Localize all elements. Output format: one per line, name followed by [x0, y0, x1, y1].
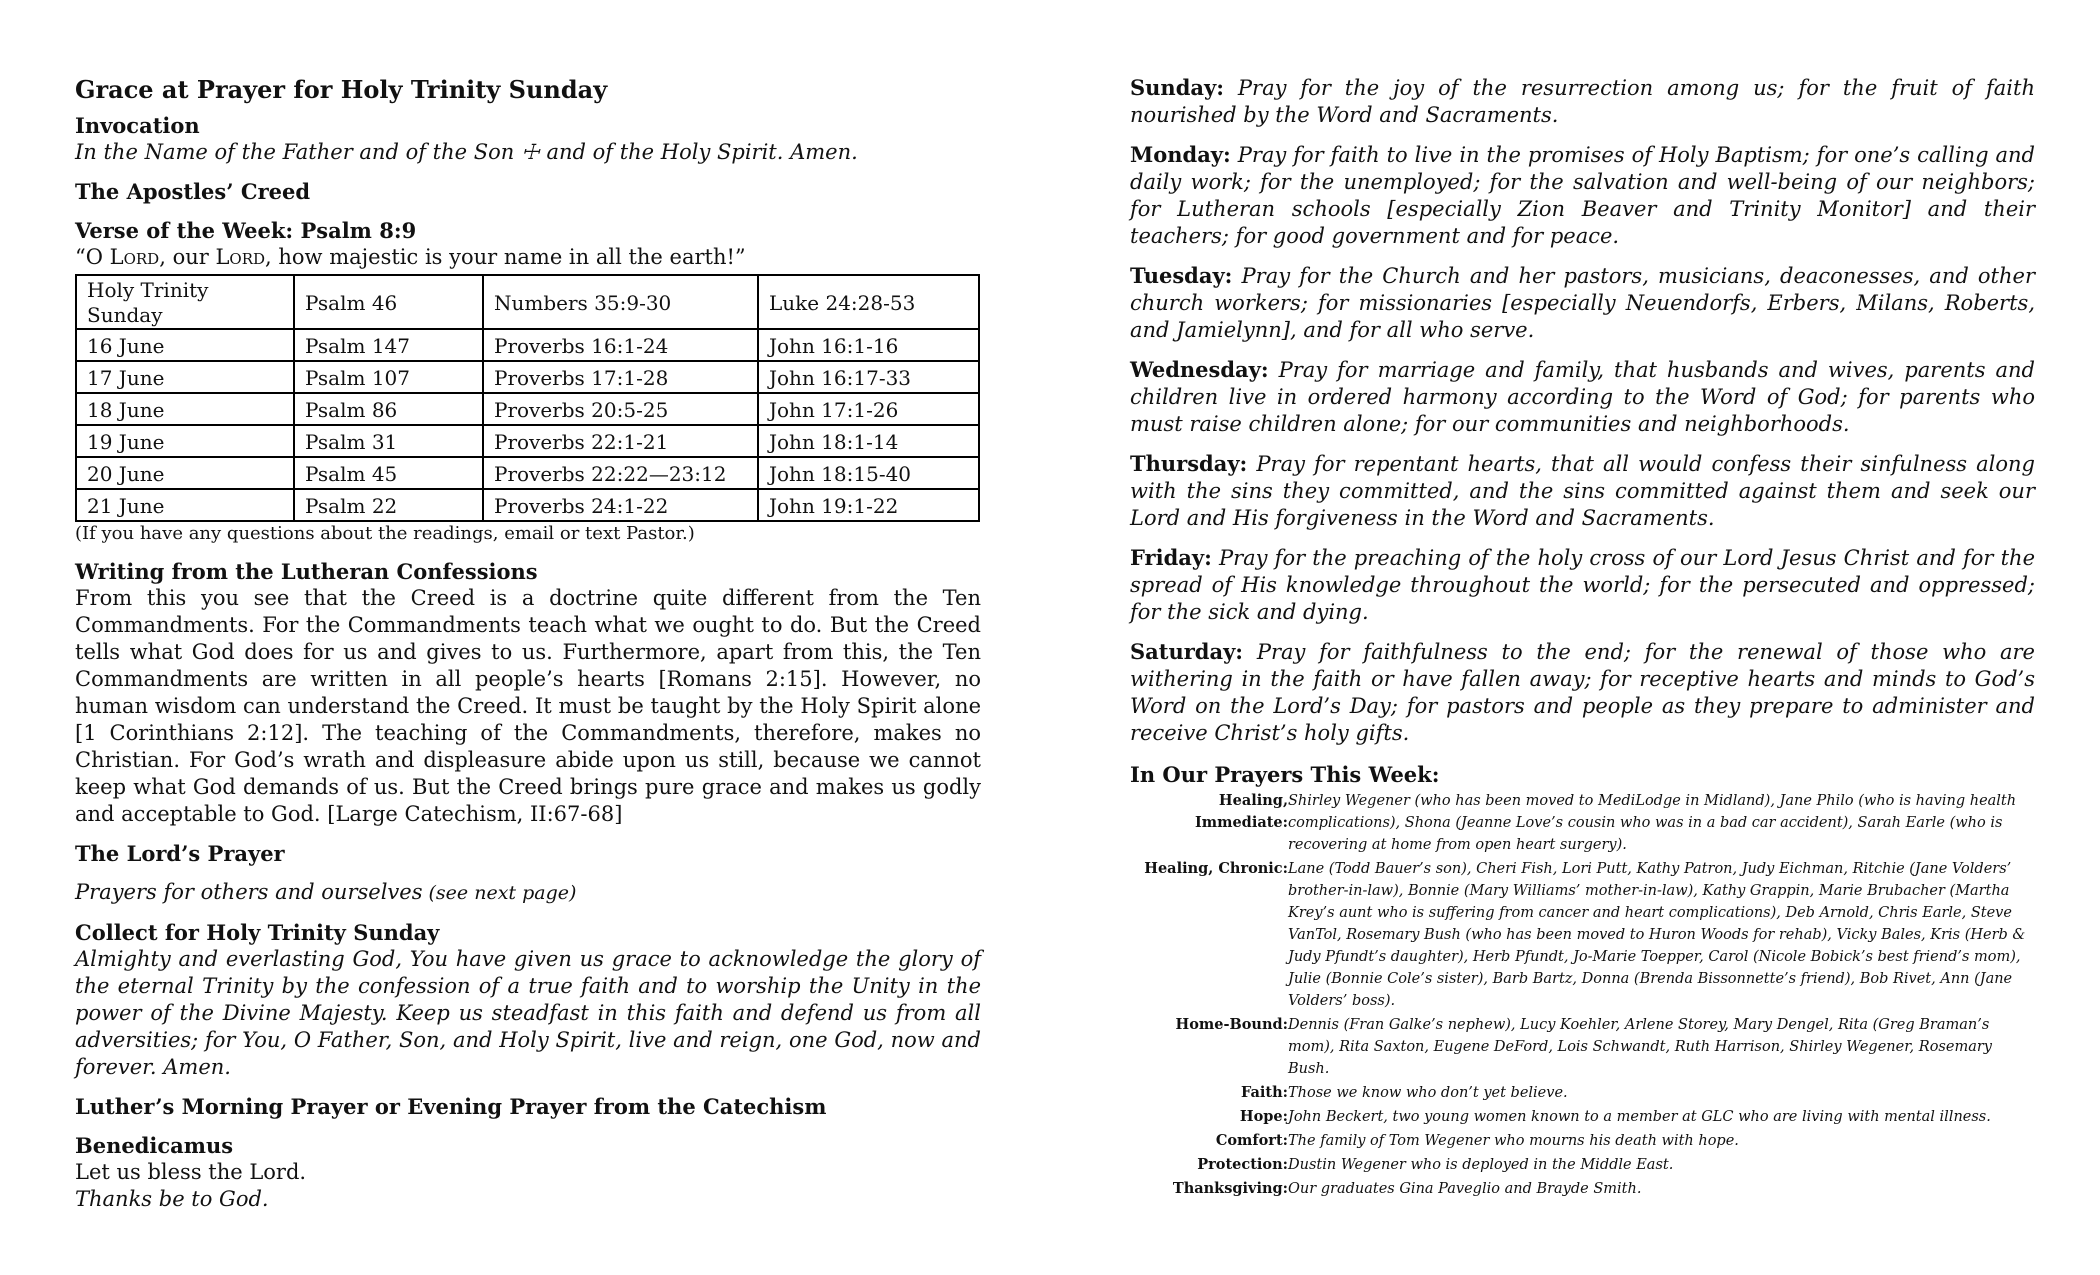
invocation-section — [75, 112, 981, 166]
benedicamus-line-1: Let us bless the Lord. — [75, 1160, 307, 1184]
table-row — [76, 457, 979, 489]
confessions-section — [75, 558, 981, 828]
reading-psalm-cell: Psalm 46 — [294, 275, 483, 329]
reading-gospel-cell: John 17:1-26 — [758, 393, 979, 425]
reading-day-cell: 20 June — [76, 457, 294, 489]
day-label: Monday: — [1130, 142, 1231, 167]
prayer-names: John Beckert, two young women known to a member at GLC who are living with mental illness. — [1288, 1109, 1991, 1125]
reading-ot-cell: Proverbs 16:1-24 — [483, 329, 758, 361]
creed-heading: The Apostles’ Creed — [75, 179, 311, 204]
verse-lord-2: Lord — [215, 245, 266, 269]
prayer-list — [1130, 790, 2035, 1200]
day-label: Sunday: — [1130, 75, 1224, 100]
table-row — [76, 275, 979, 329]
prayer-list-item — [1130, 1082, 2035, 1104]
reading-ot-cell: Proverbs 22:1-21 — [483, 425, 758, 457]
prayer-list-item — [1130, 1178, 2035, 1200]
table-row — [76, 329, 979, 361]
day-prayer — [1130, 544, 2035, 626]
confessions-heading: Writing from the Lutheran Confessions — [75, 559, 538, 584]
daily-prayers — [1130, 74, 2035, 747]
prayer-category: Comfort: — [1215, 1132, 1288, 1149]
day-text: Pray for the preaching of the holy cross of our Lord Jesus Christ and for the spread of His knowledge throughout the world; for the persecuted and oppressed; for the sick and dying. — [1130, 546, 2035, 624]
day-prayer — [1130, 356, 2035, 438]
reading-psalm-cell: Psalm 45 — [294, 457, 483, 489]
reading-day-cell: 19 June — [76, 425, 294, 457]
day-text: Pray for marriage and family, that husbands and wives, parents and children live in ordered harmony according to the Word of God; for parents who must raise children alone; for our communities and neighborhoods. — [1130, 358, 2035, 436]
reading-ot-cell: Proverbs 24:1-22 — [483, 489, 758, 521]
reading-ot-cell: Numbers 35:9-30 — [483, 275, 758, 329]
day-text: Pray for repentant hearts, that all would confess their sinfulness along with the sins they committed, and the sins committed against them and seek our Lord and His forgiveness in the Word and Sacraments. — [1130, 452, 2035, 530]
prayers-line-main: Prayers for others and ourselves — [75, 880, 423, 904]
prayer-category: Healing, Immediate: — [1194, 792, 1288, 831]
prayer-names: The family of Tom Wegener who mourns his death with hope. — [1288, 1133, 1739, 1149]
reading-psalm-cell: Psalm 31 — [294, 425, 483, 457]
reading-day-cell: Holy Trinity Sunday — [76, 275, 294, 329]
reading-gospel-cell: John 19:1-22 — [758, 489, 979, 521]
day-prayer — [1130, 74, 2035, 129]
readings-note: (If you have any questions about the readings, email or text Pastor.) — [75, 523, 695, 544]
verse-rest: , how majestic is your name in all the earth!” — [265, 245, 746, 269]
prayer-names: Shirley Wegener (who has been moved to MediLodge in Midland), Jane Philo (who is having health complications), Shona (Jeanne Love’s cousin who was in a bad car accident), Sarah Earle (who is recovering at home from open heart surgery). — [1288, 793, 2017, 853]
reading-gospel-cell: John 16:1-16 — [758, 329, 979, 361]
benedicamus-line-2: Thanks be to God. — [75, 1187, 269, 1211]
table-row — [76, 393, 979, 425]
reading-day-cell: 18 June — [76, 393, 294, 425]
right-page — [1130, 74, 2035, 1202]
prayer-list-item — [1130, 1154, 2035, 1176]
prayer-list-item — [1130, 790, 2035, 856]
prayer-list-item — [1130, 858, 2035, 1012]
verse-heading: Verse of the Week: Psalm 8:9 — [75, 218, 417, 243]
benedicamus-heading: Benedicamus — [75, 1133, 234, 1158]
verse-mid: , our — [159, 245, 216, 269]
reading-psalm-cell: Psalm 22 — [294, 489, 483, 521]
day-label: Saturday: — [1130, 639, 1244, 664]
table-row — [76, 361, 979, 393]
prayer-names: Lane (Todd Bauer’s son), Cheri Fish, Lori Putt, Kathy Patron, Judy Eichman, Ritchie (Jane Volders’ brother-in-law), Bonnie (Mary Williams’ mother-in-law), Kathy Grappin, Marie Brubacher (Martha Krey’s aunt who is suffering from cancer and heart complications), Deb Arnold, Chris Earle, Steve VanTol, Rosemary Bush (who has been moved to Huron Woods for rehab), Vicky Bales, Kris (Herb & Judy Pfundt’s daughter), Herb Pfundt, Jo-Marie Toepper, Carol (Nicole Bobick’s best friend’s mom), Julie (Bonnie Cole’s sister), Barb Bartz, Donna (Brenda Bissonnette’s friend), Bob Rivet, Ann (Jane Volders’ boss). — [1288, 861, 2026, 1009]
prayer-names: Our graduates Gina Paveglio and Brayde Smith. — [1288, 1181, 1642, 1197]
prayers-line-note: (see next page) — [422, 882, 577, 904]
collect-heading: Collect for Holy Trinity Sunday — [75, 920, 440, 945]
prayer-list-item — [1130, 1130, 2035, 1152]
reading-day-cell: 17 June — [76, 361, 294, 393]
lords-prayer-heading: The Lord’s Prayer — [75, 841, 285, 866]
day-label: Friday: — [1130, 545, 1212, 570]
reading-ot-cell: Proverbs 20:5-25 — [483, 393, 758, 425]
reading-day-cell: 16 June — [76, 329, 294, 361]
page-title: Grace at Prayer for Holy Trinity Sunday — [75, 75, 608, 104]
prayer-names: Dustin Wegener who is deployed in the Middle East. — [1288, 1157, 1674, 1173]
day-label: Tuesday: — [1130, 263, 1233, 288]
reading-gospel-cell: John 18:15-40 — [758, 457, 979, 489]
readings-table — [75, 274, 980, 522]
prayer-category: Healing, Chronic: — [1144, 860, 1288, 877]
prayers-heading: In Our Prayers This Week: — [1130, 762, 1440, 787]
reading-ot-cell: Proverbs 22:22—23:12 — [483, 457, 758, 489]
day-label: Thursday: — [1130, 451, 1248, 476]
luther-prayer-heading: Luther’s Morning Prayer or Evening Prayer from the Catechism — [75, 1094, 827, 1119]
reading-day-cell: 21 June — [76, 489, 294, 521]
prayer-names: Dennis (Fran Galke’s nephew), Lucy Koehler, Arlene Storey, Mary Dengel, Rita (Greg Braman’s mom), Rita Saxton, Eugene DeFord, Lois Schwandt, Ruth Harrison, Shirley Wegener, Rosemary Bush. — [1288, 1017, 1992, 1077]
verse-text — [75, 244, 981, 271]
day-prayer — [1130, 638, 2035, 747]
reading-gospel-cell: John 18:1-14 — [758, 425, 979, 457]
prayer-category: Faith: — [1241, 1084, 1288, 1101]
day-prayer — [1130, 450, 2035, 532]
prayer-category: Hope: — [1239, 1108, 1288, 1125]
collect-text: Almighty and everlasting God, You have given us grace to acknowledge the glory of the eternal Trinity by the confession of a true faith and to worship the Unity in the power of the Divine Majesty. Keep us steadfast in this faith and defend us from all adversities; for You, O Father, Son, and Holy Spirit, live and reign, one God, now and forever. Amen. — [75, 947, 981, 1079]
verse-open: “O — [75, 245, 110, 269]
benedicamus-section — [75, 1132, 981, 1213]
prayer-names: Those we know who don’t yet believe. — [1288, 1085, 1568, 1101]
table-row — [76, 489, 979, 521]
prayers-line — [75, 879, 981, 907]
reading-psalm-cell: Psalm 86 — [294, 393, 483, 425]
prayer-list-item — [1130, 1014, 2035, 1080]
reading-gospel-cell: John 16:17-33 — [758, 361, 979, 393]
day-text: Pray for the Church and her pastors, musicians, deaconesses, and other church workers; for missionaries [especially Neuendorfs, Erbers, Milans, Roberts, and Jamielynn], and for all who serve. — [1130, 264, 2035, 342]
invocation-heading: Invocation — [75, 113, 200, 138]
prayer-list-item — [1130, 1106, 2035, 1128]
confessions-text: From this you see that the Creed is a doctrine quite different from the Ten Commandments. For the Commandments teach what we ought to do. But the Creed tells what God does for us and gives to us. Furthermore, apart from this, the Ten Commandments are written in all people’s hearts [Romans 2:15]. However, no human wisdom can understand the Creed. It must be taught by the Holy Spirit alone [1 Corinthians 2:12]. The teaching of the Commandments, therefore, makes no Christian. For God’s wrath and displeasure abide upon us still, because we cannot keep what God demands of us. But the Creed brings pure grace and makes us godly and acceptable to God. [Large Catechism, II:67-68] — [75, 586, 981, 826]
day-text: Pray for faith to live in the promises of Holy Baptism; for one’s calling and daily work; for the unemployed; for the salvation and well-being of our neighbors; for Lutheran schools [especially Zion Beaver and Trinity Monitor] and their teachers; for good government and for peace. — [1130, 143, 2035, 248]
reading-psalm-cell: Psalm 107 — [294, 361, 483, 393]
table-row — [76, 425, 979, 457]
day-prayer — [1130, 141, 2035, 250]
collect-section — [75, 919, 981, 1081]
day-text: Pray for the joy of the resurrection among us; for the fruit of faith nourished by the Word and Sacraments. — [1130, 76, 2035, 127]
reading-psalm-cell: Psalm 147 — [294, 329, 483, 361]
reading-gospel-cell: Luke 24:28-53 — [758, 275, 979, 329]
invocation-text: In the Name of the Father and of the Son ☩ and of the Holy Spirit. Amen. — [75, 140, 858, 164]
day-text: Pray for faithfulness to the end; for the renewal of those who are withering in the faith or have fallen away; for receptive hearts and minds to God’s Word on the Lord’s Day; for pastors and people as they prepare to administer and receive Christ’s holy gifts. — [1130, 640, 2035, 745]
day-label: Wednesday: — [1130, 357, 1269, 382]
prayer-category: Home-Bound: — [1175, 1016, 1288, 1033]
verse-section — [75, 217, 981, 271]
day-prayer — [1130, 262, 2035, 344]
prayer-category: Thanksgiving: — [1172, 1180, 1288, 1197]
prayer-category: Protection: — [1197, 1156, 1288, 1173]
left-page — [75, 74, 981, 1213]
reading-ot-cell: Proverbs 17:1-28 — [483, 361, 758, 393]
verse-lord-1: Lord — [109, 245, 160, 269]
